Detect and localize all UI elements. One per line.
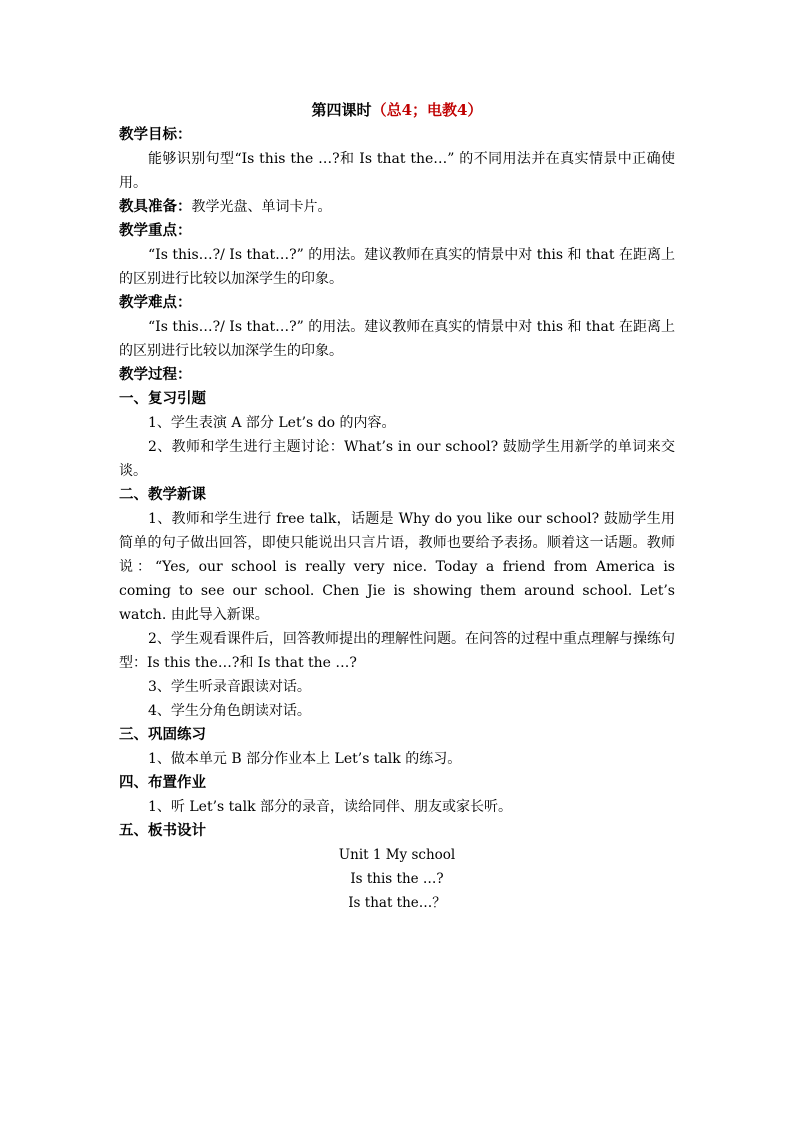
section-item: 3、学生听录音跟读对话。 <box>148 679 311 695</box>
materials-heading: 教具准备： <box>119 198 192 215</box>
difficulties-heading: 教学难点： <box>119 294 192 311</box>
key-points-heading: 教学重点： <box>119 222 192 239</box>
lesson-plan-page <box>119 98 675 915</box>
section-item: 2、教师和学生进行主题讨论：What’s in our school? 鼓励学生用新学的单词来交谈。 <box>119 439 675 479</box>
section-item: 4、学生分角色朗读对话。 <box>148 703 311 719</box>
board-line: Is this the …? <box>350 871 444 887</box>
objectives-heading: 教学目标： <box>119 126 192 143</box>
blackboard-design <box>119 843 675 915</box>
board-line: Is that the…？ <box>348 895 446 911</box>
section-item: 2、学生观看课件后，回答教师提出的理解性问题。在问答的过程中重点理解与操练句型：Is this the…?和 Is that the …? <box>119 631 675 671</box>
section-item: 1、学生表演 A 部分 Let’s do 的内容。 <box>148 415 396 431</box>
section-heading: 五、板书设计 <box>119 822 206 839</box>
section-heading: 二、教学新课 <box>119 486 206 503</box>
process-heading: 教学过程： <box>119 366 192 383</box>
section-heading: 一、复习引题 <box>119 390 206 407</box>
section-item: 1、做本单元 B 部分作业本上 Let’s talk 的练习。 <box>148 751 462 767</box>
materials-text: 教学光盘、单词卡片。 <box>191 199 332 215</box>
title-sub: （总4；电教4） <box>371 101 483 119</box>
objectives-text: 能够识别句型“Is this the …?和 Is that the…” 的不同用法并在真实情景中正确使用。 <box>119 151 675 191</box>
page-title <box>119 98 675 122</box>
section-item: 1、教师和学生进行 free talk，话题是 Why do you like our school? 鼓励学生用简单的句子做出回答，即使只能说出只言片语，教师也要给予表扬。顺着这一话题。教师说：“Yes, our school is really very nice. Today a friend from America is coming to see our school. Chen Jie is showing them around school. Let’s watch. 由此导入新课。 <box>119 511 675 623</box>
section-item: 1、听 Let’s talk 部分的录音，读给同伴、朋友或家长听。 <box>148 799 513 815</box>
materials-line <box>119 195 675 219</box>
board-line: Unit 1 My school <box>338 847 456 863</box>
section-heading: 四、布置作业 <box>119 774 206 791</box>
section-heading: 三、巩固练习 <box>119 726 206 743</box>
key-points-text: “Is this…?/ Is that…?” 的用法。建议教师在真实的情景中对 this 和 that 在距离上的区别进行比较以加深学生的印象。 <box>119 247 675 287</box>
difficulties-text: “Is this…?/ Is that…?” 的用法。建议教师在真实的情景中对 this 和 that 在距离上的区别进行比较以加深学生的印象。 <box>119 319 675 359</box>
title-main: 第四课时 <box>311 101 372 119</box>
